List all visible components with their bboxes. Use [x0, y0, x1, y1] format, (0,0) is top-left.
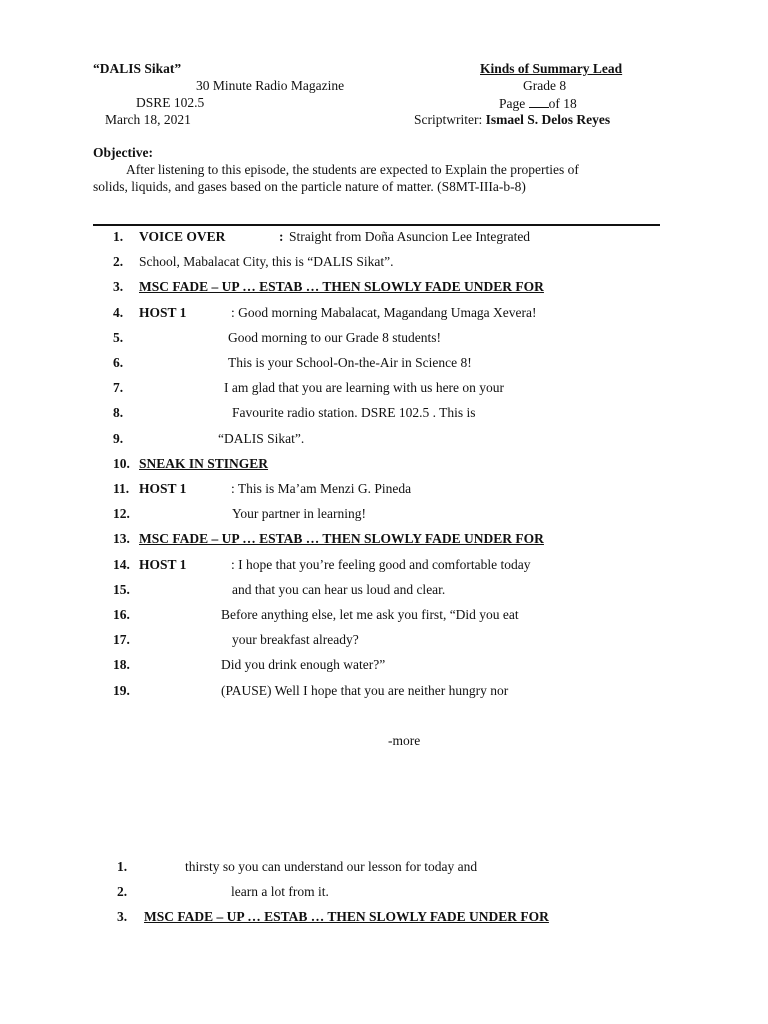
speaker-cue: HOST 1 [139, 305, 187, 320]
line-number: 14. [113, 557, 130, 572]
line-number: 3. [117, 909, 128, 924]
objective-label: Objective: [93, 145, 153, 160]
header-divider [93, 224, 660, 226]
scriptwriter-name: Ismael S. Delos Reyes [485, 112, 611, 127]
line-number: 11. [113, 481, 130, 496]
broadcast-date: March 18, 2021 [105, 112, 191, 127]
objective-line-2: solids, liquids, and gases based on the particle nature of matter. (S8MT-IIIa-b-8) [93, 179, 526, 194]
line-text: “DALIS Sikat”. [218, 431, 305, 446]
line-text: Before anything else, let me ask you first, “Did you eat [221, 607, 519, 622]
objective-line-1: After listening to this episode, the students are expected to Explain the properties of [126, 162, 579, 177]
line-text: Favourite radio station. DSRE 102.5 . This is [232, 405, 476, 420]
line-text: Straight from Doña Asuncion Lee Integrated [289, 229, 531, 244]
line-text: School, Mabalacat City, this is “DALIS Sikat”. [139, 254, 394, 269]
program-title: “DALIS Sikat” [93, 61, 182, 76]
grade-level: Grade 8 [523, 78, 567, 93]
speaker-cue: VOICE OVER [139, 229, 226, 244]
program-format: 30 Minute Radio Magazine [196, 78, 345, 93]
scriptwriter-label: Scriptwriter: [414, 112, 483, 127]
line-number: 4. [113, 305, 124, 320]
more-marker: -more [388, 733, 421, 748]
line-text: Did you drink enough water?” [221, 657, 386, 672]
line-text: thirsty so you can understand our lesson for today and [185, 859, 478, 874]
line-text: : Good morning Mabalacat, Magandang Umaga Xevera! [231, 305, 537, 320]
line-text: Your partner in learning! [232, 506, 366, 521]
line-number: 7. [113, 380, 124, 395]
line-text: your breakfast already? [232, 632, 359, 647]
page-prefix: Page [499, 96, 526, 111]
line-number: 9. [113, 431, 124, 446]
line-number: 6. [113, 355, 124, 370]
line-text: and that you can hear us loud and clear. [232, 582, 446, 597]
line-text: Good morning to our Grade 8 students! [228, 330, 441, 345]
line-number: 15. [113, 582, 130, 597]
page-counter [499, 95, 577, 112]
cue-colon: : [279, 229, 284, 244]
line-number: 13. [113, 531, 130, 546]
line-number: 5. [113, 330, 124, 345]
line-number: 18. [113, 657, 130, 672]
line-number: 1. [117, 859, 128, 874]
music-direction: MSC FADE – UP … ESTAB … THEN SLOWLY FADE UNDER FOR [139, 279, 544, 294]
music-direction: SNEAK IN STINGER [139, 456, 269, 471]
line-number: 8. [113, 405, 124, 420]
line-number: 3. [113, 279, 124, 294]
music-direction: MSC FADE – UP … ESTAB … THEN SLOWLY FADE UNDER FOR [144, 909, 549, 924]
music-direction: MSC FADE – UP … ESTAB … THEN SLOWLY FADE UNDER FOR [139, 531, 544, 546]
scriptwriter [414, 112, 610, 128]
line-number: 17. [113, 632, 130, 647]
line-number: 12. [113, 506, 130, 521]
line-number: 10. [113, 456, 130, 471]
line-text: : I hope that you’re feeling good and comfortable today [231, 557, 531, 572]
line-text: learn a lot from it. [231, 884, 329, 899]
line-number: 1. [113, 229, 124, 244]
line-text: I am glad that you are learning with us here on your [224, 380, 505, 395]
line-number: 16. [113, 607, 130, 622]
speaker-cue: HOST 1 [139, 557, 187, 572]
page-suffix: of 18 [548, 96, 577, 111]
line-text: This is your School-On-the-Air in Science 8! [228, 355, 472, 370]
station-frequency: DSRE 102.5 [136, 95, 205, 110]
line-number: 2. [117, 884, 128, 899]
page-number-blank [529, 95, 549, 108]
line-text: (PAUSE) Well I hope that you are neither hungry nor [221, 683, 509, 698]
speaker-cue: HOST 1 [139, 481, 187, 496]
line-number: 19. [113, 683, 130, 698]
lesson-title: Kinds of Summary Lead [480, 61, 623, 76]
line-number: 2. [113, 254, 124, 269]
line-text: : This is Ma’am Menzi G. Pineda [231, 481, 412, 496]
